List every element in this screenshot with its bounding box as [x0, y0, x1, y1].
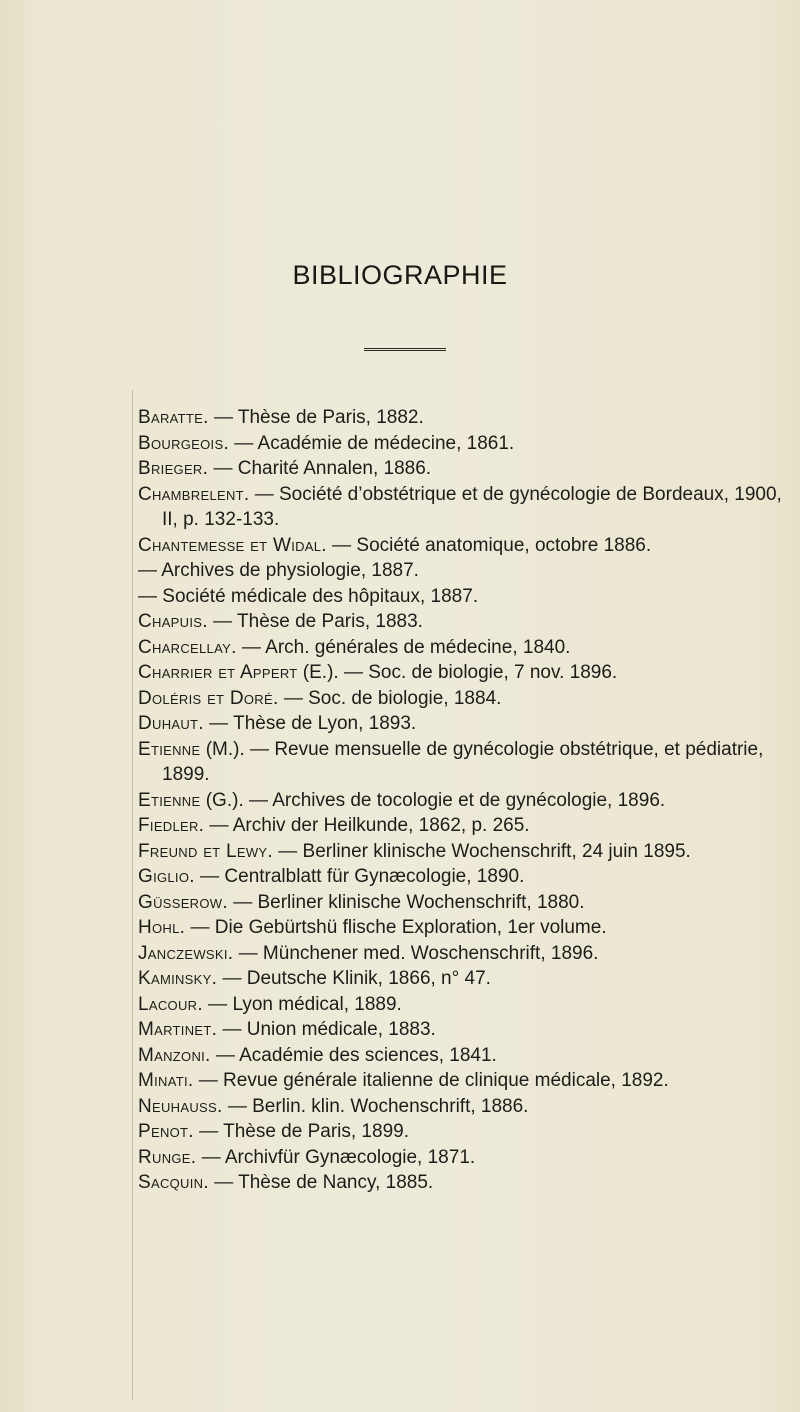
bibliography-entry [138, 1170, 798, 1196]
bibliography-entry [138, 941, 798, 967]
entry-author: Etienne [138, 789, 201, 811]
entry-text: — Thèse de Nancy, 1885. [208, 1172, 434, 1193]
entry-text: — Deutsche Klinik, 1866, n° 47. [217, 968, 491, 989]
bibliography-entry [138, 813, 798, 839]
bibliography-entry [138, 1119, 798, 1145]
entry-author: Güsserow. [138, 891, 228, 913]
bibliography-entry [138, 686, 798, 712]
entry-author: Etienne [138, 738, 201, 760]
bibliography-entry [138, 711, 798, 737]
entry-text: — Thèse de Paris, 1883. [207, 611, 423, 632]
entry-text: — Lyon médical, 1889. [202, 993, 402, 1015]
entry-author: Janczewski. [138, 942, 234, 964]
bibliography-entry [138, 737, 798, 788]
entry-author: Minati. [138, 1070, 194, 1091]
entry-author: Neuhauss. [138, 1095, 223, 1117]
entry-author: Giglio. [138, 866, 195, 887]
entry-author: Runge. [138, 1146, 197, 1168]
bibliography-entry [138, 405, 798, 431]
entry-author: Chambrelent. [138, 483, 250, 505]
entry-text: — Thèse de Paris, 1882. [208, 407, 424, 428]
entry-author: Martinet. [138, 1019, 218, 1040]
entry-text: — Berlin. klin. Wochenschrift, 1886. [222, 1095, 529, 1117]
entry-text: — Centralblatt für Gynæcologie, 1890. [194, 866, 525, 887]
entry-text: — Union médicale, 1883. [217, 1019, 436, 1040]
bibliography-entry [138, 839, 798, 865]
entry-text: (G.). — Archives de tocologie et de gynécologie, 1896. [200, 789, 666, 811]
bibliography-entry [138, 533, 798, 559]
entry-text: — Archivfür Gynæcologie, 1871. [196, 1146, 476, 1168]
entry-text: — Société d’obstétrique et de gynécologie de Bordeaux, 1900, II, p. 132-133. [162, 483, 782, 530]
bibliography-entry [138, 864, 798, 890]
entry-author: Penot. [138, 1121, 194, 1142]
entry-author: Freund et Lewy. [138, 840, 273, 862]
entry-text: — Société anatomique, octobre 1886. [326, 534, 652, 556]
bibliography-entry [138, 1094, 798, 1120]
bibliography-entry [138, 635, 798, 661]
entry-author: Charrier et Appert [138, 662, 298, 683]
entry-text: — Münchener med. Woschenschrift, 1896. [233, 942, 599, 964]
entry-text: (E.). — Soc. de biologie, 7 nov. 1896. [297, 662, 618, 683]
entry-author: Bourgeois. [138, 432, 230, 454]
entry-text: — Archives de physiologie, 1887. [138, 560, 419, 581]
entry-text: — Berliner klinische Wochenschrift, 24 juin 1895. [272, 840, 691, 862]
entry-text: — Charité Annalen, 1886. [208, 458, 432, 479]
bibliography-sub-entry [138, 584, 798, 610]
bibliography-entry [138, 609, 798, 635]
bibliography-entry [138, 482, 798, 533]
entry-text: — Thèse de Lyon, 1893. [203, 713, 417, 734]
bibliography-entry [138, 788, 798, 814]
entry-author: Sacquin. [138, 1172, 209, 1193]
entry-text: — Académie des sciences, 1841. [210, 1044, 497, 1066]
entry-text: — Académie de médecine, 1861. [229, 432, 515, 454]
title-rule [364, 348, 446, 352]
bibliography-entry [138, 992, 798, 1018]
bibliography-list [138, 405, 798, 1196]
entry-author: Doléris et Doré. [138, 687, 279, 709]
entry-author: Kaminsky. [138, 968, 218, 989]
bibliography-sub-entry [138, 558, 798, 584]
entry-text: (M.). — Revue mensuelle de gynécologie obstétrique, et pédiatrie, 1899. [162, 738, 764, 785]
bibliography-entry [138, 890, 798, 916]
entry-text: — Archiv der Heilkunde, 1862, p. 265. [204, 815, 530, 836]
bibliography-entry [138, 915, 798, 941]
page-title: BIBLIOGRAPHIE [292, 260, 508, 290]
entry-text: — Die Gebürtshü flische Exploration, 1er volume. [185, 917, 607, 938]
entry-text: — Revue générale italienne de clinique médicale, 1892. [193, 1070, 669, 1091]
entry-author: Charcellay. [138, 636, 237, 658]
entry-author: Chapuis. [138, 611, 208, 632]
entry-text: — Thèse de Paris, 1899. [193, 1121, 409, 1142]
entry-author: Duhaut. [138, 713, 204, 734]
entry-author: Hohl. [138, 917, 186, 938]
bibliography-entry [138, 1043, 798, 1069]
bibliography-entry [138, 1068, 798, 1094]
entry-text: — Soc. de biologie, 1884. [278, 687, 502, 709]
page-edge-shadow [132, 390, 133, 1400]
entry-author: Fiedler. [138, 815, 205, 836]
bibliography-entry [138, 456, 798, 482]
bibliography-entry [138, 1017, 798, 1043]
bibliography-entry [138, 966, 798, 992]
entry-author: Baratte. [138, 407, 209, 428]
entry-author: Brieger. [138, 458, 209, 479]
entry-author: Chantemesse et Widal. [138, 534, 327, 556]
bibliography-entry [138, 431, 798, 457]
bibliography-entry [138, 1145, 798, 1171]
entry-author: Lacour. [138, 993, 203, 1015]
bibliography-entry [138, 660, 798, 686]
entry-author: Manzoni. [138, 1044, 211, 1066]
entry-text: — Arch. générales de médecine, 1840. [236, 636, 571, 658]
entry-text: — Berliner klinische Wochenschrift, 1880. [227, 891, 585, 913]
entry-text: — Société médicale des hôpitaux, 1887. [138, 585, 479, 607]
